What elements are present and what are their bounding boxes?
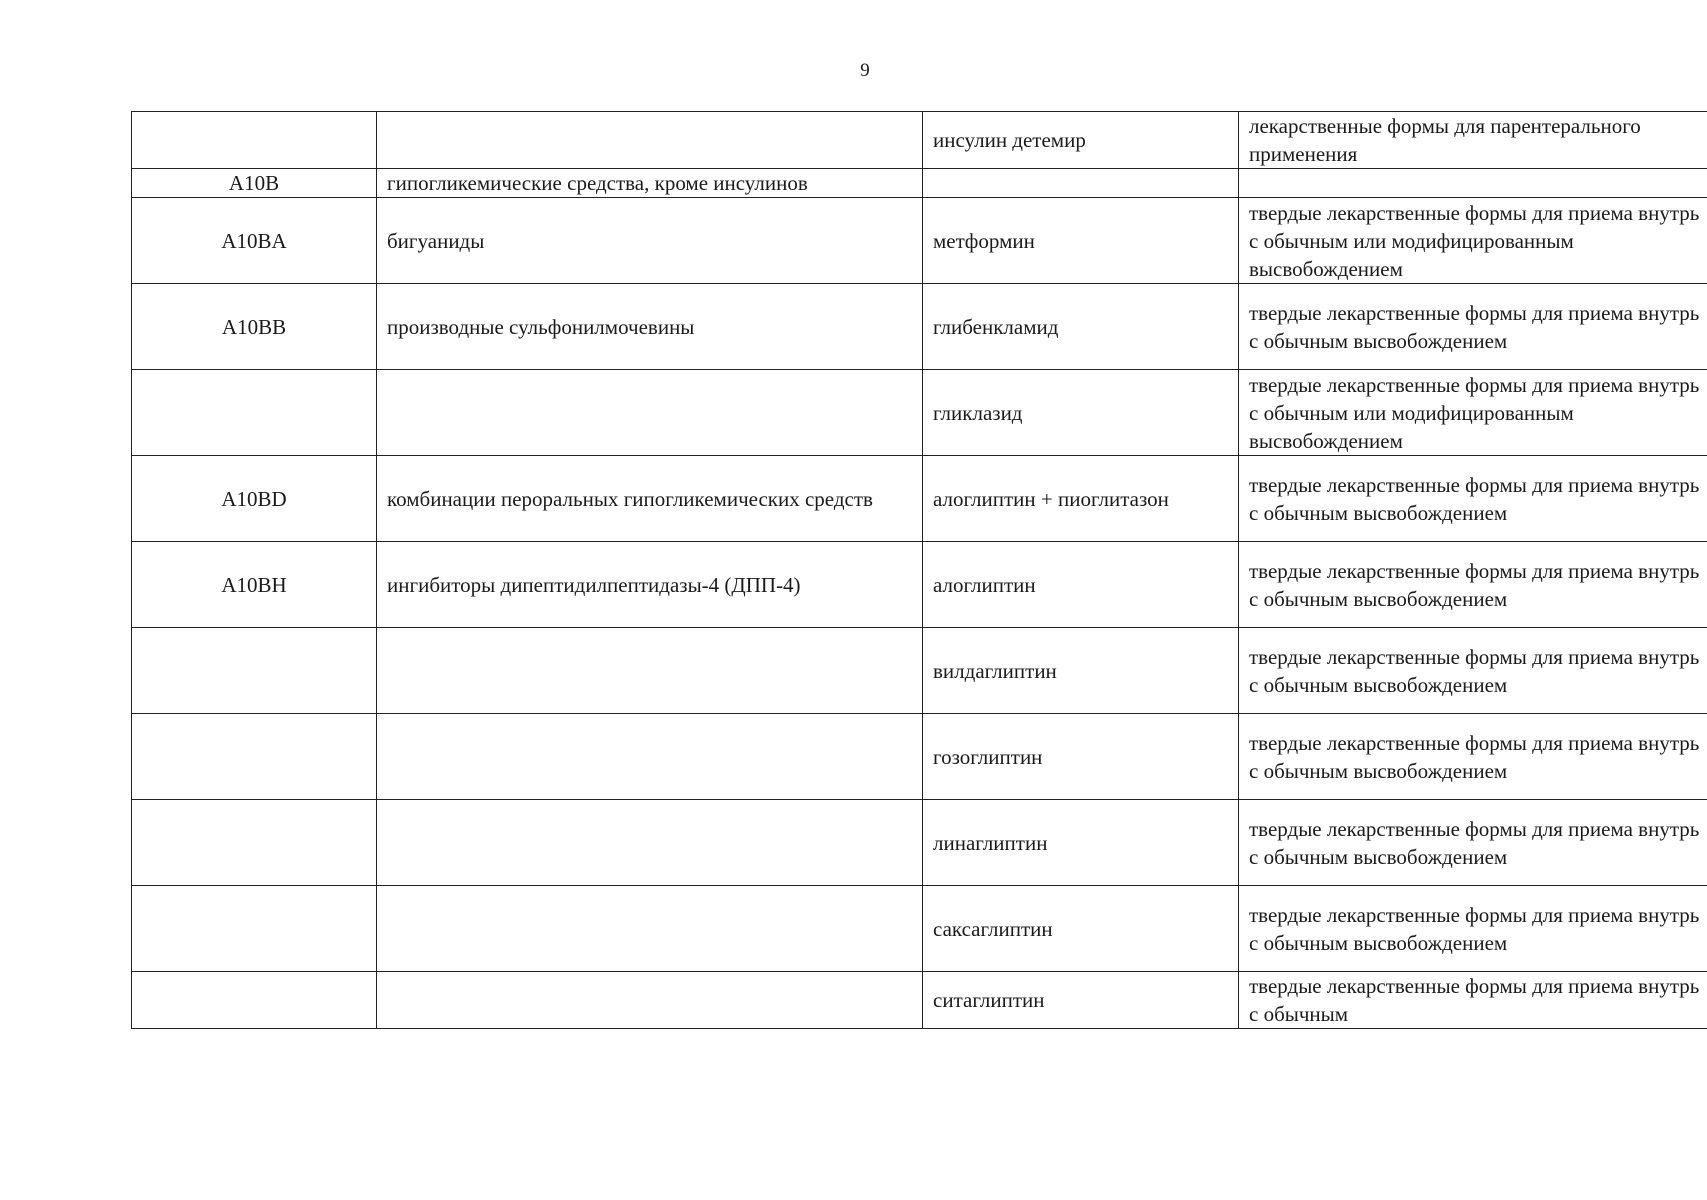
atc-code-cell: A10B [132,169,377,198]
table-row [132,112,1707,169]
group-name-cell [377,628,923,714]
group-name-cell: ингибиторы дипептидилпептидазы-4 (ДПП-4) [377,542,923,628]
table-row [132,198,1707,284]
table-row [132,456,1707,542]
group-name-cell [377,112,923,169]
atc-code-cell [132,112,377,169]
group-name-cell: бигуаниды [377,198,923,284]
group-name-cell [377,886,923,972]
drug-name-cell: гликлазид [923,370,1239,456]
table-row [132,800,1707,886]
drug-name-cell: вилдаглиптин [923,628,1239,714]
drug-name-cell: линаглиптин [923,800,1239,886]
table-row [132,370,1707,456]
atc-code-cell [132,886,377,972]
drug-name-cell: глибенкламид [923,284,1239,370]
drug-name-cell: алоглиптин + пиоглитазон [923,456,1239,542]
dosage-form-cell: твердые лекарственные формы для приема внутрь с обычным или модифицированным высвобождением [1239,198,1707,284]
atc-code-cell [132,972,377,1029]
drug-name-cell: алоглиптин [923,542,1239,628]
drug-name-cell: инсулин детемир [923,112,1239,169]
atc-code-cell: A10BB [132,284,377,370]
dosage-form-cell: твердые лекарственные формы для приема внутрь с обычным высвобождением [1239,456,1707,542]
table-row [132,886,1707,972]
drug-name-cell: гозоглиптин [923,714,1239,800]
table-row [132,714,1707,800]
table-row [132,628,1707,714]
atc-code-cell [132,370,377,456]
drug-name-cell: метформин [923,198,1239,284]
dosage-form-cell: твердые лекарственные формы для приема внутрь с обычным высвобождением [1239,714,1707,800]
atc-code-cell: A10BH [132,542,377,628]
drug-name-cell [923,169,1239,198]
page-number: 9 [860,60,870,81]
drug-name-cell: саксаглиптин [923,886,1239,972]
group-name-cell: комбинации пероральных гипогликемических средств [377,456,923,542]
dosage-form-cell [1239,169,1707,198]
atc-code-cell: A10BA [132,198,377,284]
group-name-cell [377,714,923,800]
dosage-form-cell: твердые лекарственные формы для приема внутрь с обычным или модифицированным высвобождением [1239,370,1707,456]
atc-code-cell [132,628,377,714]
dosage-form-cell: твердые лекарственные формы для приема внутрь с обычным высвобождением [1239,542,1707,628]
group-name-cell [377,800,923,886]
dosage-form-cell: твердые лекарственные формы для приема внутрь с обычным высвобождением [1239,628,1707,714]
table-row [132,972,1707,1029]
dosage-form-cell: лекарственные формы для парентерального применения [1239,112,1707,169]
dosage-form-cell: твердые лекарственные формы для приема внутрь с обычным высвобождением [1239,886,1707,972]
drug-name-cell: ситаглиптин [923,972,1239,1029]
table-row [132,169,1707,198]
group-name-cell [377,972,923,1029]
dosage-form-cell: твердые лекарственные формы для приема внутрь с обычным высвобождением [1239,284,1707,370]
group-name-cell: производные сульфонилмочевины [377,284,923,370]
atc-code-cell: A10BD [132,456,377,542]
drug-table [131,111,1707,1029]
group-name-cell: гипогликемические средства, кроме инсулинов [377,169,923,198]
atc-code-cell [132,800,377,886]
atc-code-cell [132,714,377,800]
table-row [132,542,1707,628]
dosage-form-cell: твердые лекарственные формы для приема внутрь с обычным высвобождением [1239,800,1707,886]
dosage-form-cell: твердые лекарственные формы для приема внутрь с обычным [1239,972,1707,1029]
table-row [132,284,1707,370]
group-name-cell [377,370,923,456]
